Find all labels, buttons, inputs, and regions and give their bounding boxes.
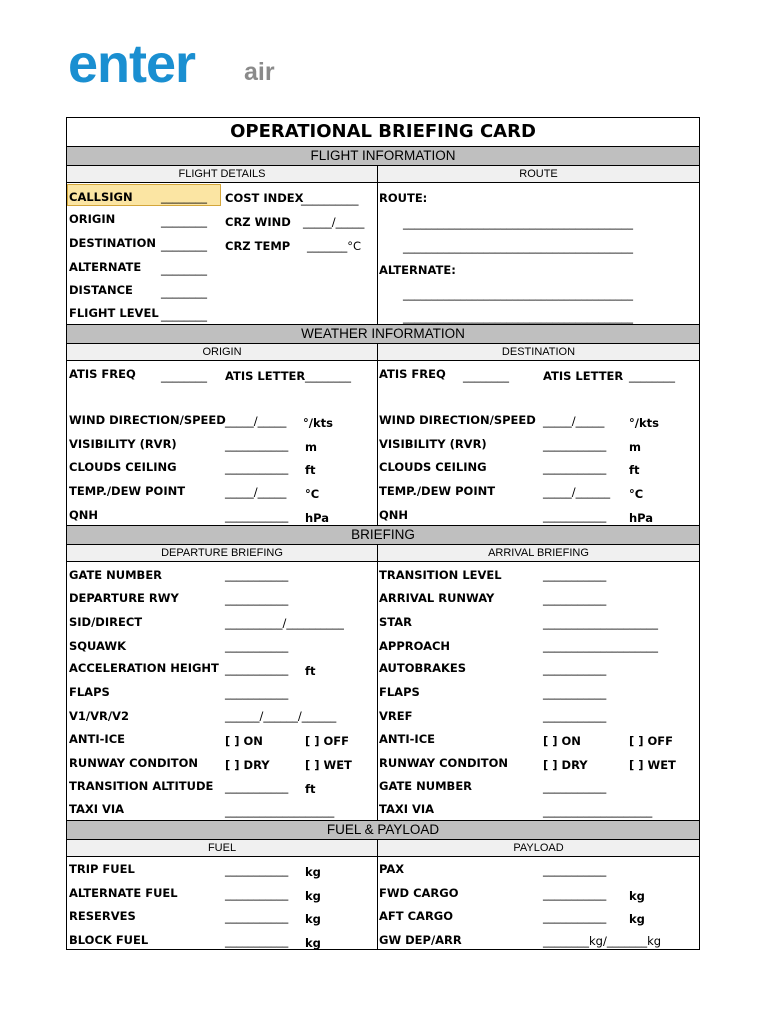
destination-label: DESTINATION bbox=[69, 236, 156, 250]
arr-flaps-label: FLAPS bbox=[379, 685, 420, 699]
section-flight-information: FLIGHT INFORMATION bbox=[67, 146, 699, 166]
arr-antiice-on-checkbox[interactable]: [ ] ON bbox=[543, 734, 581, 748]
arr-autobrakes-field[interactable]: ___________ bbox=[543, 662, 607, 676]
route-line-1[interactable]: ________________________________________ bbox=[403, 216, 633, 230]
arr-rwycond-dry-checkbox[interactable]: [ ] DRY bbox=[543, 758, 588, 772]
origin-label: ORIGIN bbox=[69, 212, 116, 226]
dest-visibility-field[interactable]: ___________ bbox=[543, 438, 607, 452]
section-weather-information: WEATHER INFORMATION bbox=[67, 324, 699, 344]
dep-gate-label: GATE NUMBER bbox=[69, 568, 163, 582]
dep-flaps-label: FLAPS bbox=[69, 685, 110, 699]
flight-level-label: FLIGHT LEVEL bbox=[69, 306, 159, 320]
fwd-cargo-unit: kg bbox=[629, 889, 645, 903]
origin-qnh-unit: hPa bbox=[305, 511, 330, 525]
dep-rwy-field[interactable]: ___________ bbox=[225, 592, 289, 606]
arr-autobrakes-label: AUTOBRAKES bbox=[379, 661, 467, 675]
subheader-origin: ORIGIN bbox=[67, 344, 377, 361]
trip-fuel-field[interactable]: ___________ bbox=[225, 863, 289, 877]
dest-clouds-unit: ft bbox=[629, 463, 640, 477]
origin-wind-field[interactable]: _____/_____ bbox=[225, 414, 287, 428]
subheader-route: ROUTE bbox=[378, 166, 699, 183]
destination-field[interactable]: ________ bbox=[161, 238, 207, 252]
aft-cargo-unit: kg bbox=[629, 912, 645, 926]
origin-wind-label: WIND DIRECTION/SPEED bbox=[69, 413, 226, 427]
origin-qnh-field[interactable]: ___________ bbox=[225, 509, 289, 523]
dep-transalt-label: TRANSITION ALTITUDE bbox=[69, 779, 214, 793]
dest-qnh-unit: hPa bbox=[629, 511, 654, 525]
arr-star-label: STAR bbox=[379, 615, 412, 629]
dest-atis-freq-field[interactable]: ________ bbox=[463, 369, 509, 383]
dep-transalt-field[interactable]: ___________ bbox=[225, 780, 289, 794]
arr-vref-field[interactable]: ___________ bbox=[543, 709, 607, 723]
dep-sid-field[interactable]: __________/__________ bbox=[225, 616, 344, 630]
dep-transalt-unit: ft bbox=[305, 782, 316, 796]
divider bbox=[377, 166, 378, 325]
reserves-unit: kg bbox=[305, 912, 321, 926]
dep-flaps-field[interactable]: ___________ bbox=[225, 686, 289, 700]
briefing-card bbox=[66, 117, 700, 950]
arr-rwy-label: ARRIVAL RUNWAY bbox=[379, 591, 495, 605]
route-alternate-line-1[interactable]: ________________________________________ bbox=[403, 287, 633, 301]
reserves-field[interactable]: ___________ bbox=[225, 910, 289, 924]
dep-accel-unit: ft bbox=[305, 664, 316, 678]
arr-flaps-field[interactable]: ___________ bbox=[543, 686, 607, 700]
gw-field[interactable]: ________kg/_______kg bbox=[543, 934, 662, 948]
dep-rwycond-wet-checkbox[interactable]: [ ] WET bbox=[305, 758, 352, 772]
origin-clouds-label: CLOUDS CEILING bbox=[69, 460, 177, 474]
dest-atis-letter-field[interactable]: ________ bbox=[629, 369, 675, 383]
origin-atis-freq-label: ATIS FREQ bbox=[69, 367, 136, 381]
crz-temp-label: CRZ TEMP bbox=[225, 239, 291, 253]
arr-approach-field[interactable]: ____________________ bbox=[543, 639, 658, 653]
subheader-arrival-briefing: ARRIVAL BRIEFING bbox=[378, 545, 699, 562]
trip-fuel-unit: kg bbox=[305, 865, 321, 879]
origin-field[interactable]: ________ bbox=[161, 214, 207, 228]
flight-level-field[interactable]: ________ bbox=[161, 308, 207, 322]
dest-atis-freq-label: ATIS FREQ bbox=[379, 367, 446, 381]
dest-atis-letter-label: ATIS LETTER bbox=[543, 369, 624, 383]
origin-wind-unit: °/kts bbox=[303, 416, 333, 430]
origin-visibility-unit: m bbox=[305, 440, 317, 454]
arr-taxi-field[interactable]: ___________________ bbox=[543, 804, 653, 818]
dep-sid-label: SID/DIRECT bbox=[69, 615, 143, 629]
origin-atis-letter-field[interactable]: ________ bbox=[305, 369, 351, 383]
subheader-fuel: FUEL bbox=[67, 840, 377, 857]
card-title: OPERATIONAL BRIEFING CARD bbox=[230, 121, 536, 142]
arr-rwycond-wet-checkbox[interactable]: [ ] WET bbox=[629, 758, 676, 772]
dep-taxi-field[interactable]: ___________________ bbox=[225, 804, 335, 818]
gw-label: GW DEP/ARR bbox=[379, 933, 462, 947]
dest-wind-unit: °/kts bbox=[629, 416, 659, 430]
dest-visibility-unit: m bbox=[629, 440, 641, 454]
dep-taxi-label: TAXI VIA bbox=[69, 802, 125, 816]
arr-rwy-field[interactable]: ___________ bbox=[543, 592, 607, 606]
arr-trans-level-label: TRANSITION LEVEL bbox=[379, 568, 502, 582]
divider bbox=[377, 545, 378, 820]
dep-squawk-label: SQUAWK bbox=[69, 639, 127, 653]
aft-cargo-label: AFT CARGO bbox=[379, 909, 454, 923]
subheader-departure-briefing: DEPARTURE BRIEFING bbox=[67, 545, 377, 562]
crz-wind-field[interactable]: _____/_____ bbox=[303, 215, 365, 229]
arr-antiice-label: ANTI-ICE bbox=[379, 732, 435, 746]
dest-wind-field[interactable]: _____/_____ bbox=[543, 414, 605, 428]
dep-antiice-on-checkbox[interactable]: [ ] ON bbox=[225, 734, 263, 748]
dep-rwycond-label: RUNWAY CONDITON bbox=[69, 756, 199, 770]
dest-temp-unit: °C bbox=[629, 487, 644, 501]
dep-speeds-label: V1/VR/V2 bbox=[69, 709, 129, 723]
origin-atis-letter-label: ATIS LETTER bbox=[225, 369, 306, 383]
section-briefing: BRIEFING bbox=[67, 525, 699, 545]
dep-antiice-label: ANTI-ICE bbox=[69, 732, 125, 746]
origin-temp-unit: °C bbox=[305, 487, 320, 501]
crz-wind-label: CRZ WIND bbox=[225, 215, 291, 229]
dest-clouds-label: CLOUDS CEILING bbox=[379, 460, 487, 474]
dep-speeds-field[interactable]: ______/______/______ bbox=[225, 709, 337, 723]
origin-temp-label: TEMP./DEW POINT bbox=[69, 484, 186, 498]
cost-index-field[interactable]: __________ bbox=[301, 192, 359, 206]
fwd-cargo-label: FWD CARGO bbox=[379, 886, 459, 900]
dest-wind-label: WIND DIRECTION/SPEED bbox=[379, 413, 536, 427]
pax-field[interactable]: ___________ bbox=[543, 863, 607, 877]
alternate-field[interactable]: ________ bbox=[161, 262, 207, 276]
dest-temp-label: TEMP./DEW POINT bbox=[379, 484, 496, 498]
dep-antiice-off-checkbox[interactable]: [ ] OFF bbox=[305, 734, 350, 748]
callsign-label: CALLSIGN bbox=[69, 190, 133, 204]
alternate-label: ALTERNATE bbox=[69, 260, 142, 274]
pax-label: PAX bbox=[379, 862, 405, 876]
dep-rwycond-dry-checkbox[interactable]: [ ] DRY bbox=[225, 758, 270, 772]
dest-qnh-label: QNH bbox=[379, 508, 409, 522]
alternate-fuel-field[interactable]: ___________ bbox=[225, 887, 289, 901]
dep-gate-field[interactable]: ___________ bbox=[225, 568, 289, 582]
subheader-destination: DESTINATION bbox=[378, 344, 699, 361]
origin-visibility-label: VISIBILITY (RVR) bbox=[69, 437, 177, 451]
subheader-payload: PAYLOAD bbox=[378, 840, 699, 857]
alternate-fuel-label: ALTERNATE FUEL bbox=[69, 886, 178, 900]
cost-index-label: COST INDEX bbox=[225, 191, 304, 205]
alternate-fuel-unit: kg bbox=[305, 889, 321, 903]
dest-temp-field[interactable]: _____/______ bbox=[543, 485, 611, 499]
arr-star-field[interactable]: ____________________ bbox=[543, 616, 658, 630]
dest-qnh-field[interactable]: ___________ bbox=[543, 509, 607, 523]
dep-squawk-field[interactable]: ___________ bbox=[225, 639, 289, 653]
divider bbox=[377, 344, 378, 525]
arr-gate-label: GATE NUMBER bbox=[379, 779, 473, 793]
arr-approach-label: APPROACH bbox=[379, 639, 451, 653]
block-fuel-field[interactable]: ___________ bbox=[225, 934, 289, 948]
logo-word: enter bbox=[68, 34, 196, 94]
crz-temp-field[interactable]: _______°C bbox=[307, 239, 362, 253]
arr-gate-field[interactable]: ___________ bbox=[543, 780, 607, 794]
trip-fuel-label: TRIP FUEL bbox=[69, 862, 135, 876]
origin-atis-freq-field[interactable]: ________ bbox=[161, 369, 207, 383]
route-label: ROUTE: bbox=[379, 191, 428, 205]
dest-clouds-field[interactable]: ___________ bbox=[543, 461, 607, 475]
route-alternate-line-2[interactable]: ________________________________________ bbox=[403, 310, 633, 324]
origin-temp-field[interactable]: _____/_____ bbox=[225, 485, 287, 499]
dep-rwy-label: DEPARTURE RWY bbox=[69, 591, 179, 605]
subheader-flight-details: FLIGHT DETAILS bbox=[67, 166, 377, 183]
dep-accel-field[interactable]: ___________ bbox=[225, 662, 289, 676]
dest-visibility-label: VISIBILITY (RVR) bbox=[379, 437, 487, 451]
route-line-2[interactable]: ________________________________________ bbox=[403, 240, 633, 254]
block-fuel-label: BLOCK FUEL bbox=[69, 933, 149, 947]
arr-vref-label: VREF bbox=[379, 709, 413, 723]
fwd-cargo-field[interactable]: ___________ bbox=[543, 887, 607, 901]
arr-antiice-off-checkbox[interactable]: [ ] OFF bbox=[629, 734, 674, 748]
origin-visibility-field[interactable]: ___________ bbox=[225, 438, 289, 452]
callsign-field[interactable]: ________ bbox=[161, 190, 207, 204]
reserves-label: RESERVES bbox=[69, 909, 136, 923]
arr-rwycond-label: RUNWAY CONDITON bbox=[379, 756, 509, 770]
route-alternate-label: ALTERNATE: bbox=[379, 263, 456, 277]
dep-accel-label: ACCELERATION HEIGHT bbox=[69, 661, 219, 675]
origin-clouds-field[interactable]: ___________ bbox=[225, 461, 289, 475]
aft-cargo-field[interactable]: ___________ bbox=[543, 910, 607, 924]
divider bbox=[377, 840, 378, 950]
arr-trans-level-field[interactable]: ___________ bbox=[543, 568, 607, 582]
block-fuel-unit: kg bbox=[305, 936, 321, 950]
distance-label: DISTANCE bbox=[69, 283, 133, 297]
origin-clouds-unit: ft bbox=[305, 463, 316, 477]
origin-qnh-label: QNH bbox=[69, 508, 99, 522]
arr-taxi-label: TAXI VIA bbox=[379, 802, 435, 816]
distance-field[interactable]: ________ bbox=[161, 285, 207, 299]
logo-suffix: air bbox=[244, 58, 275, 86]
section-fuel-payload: FUEL & PAYLOAD bbox=[67, 820, 699, 840]
